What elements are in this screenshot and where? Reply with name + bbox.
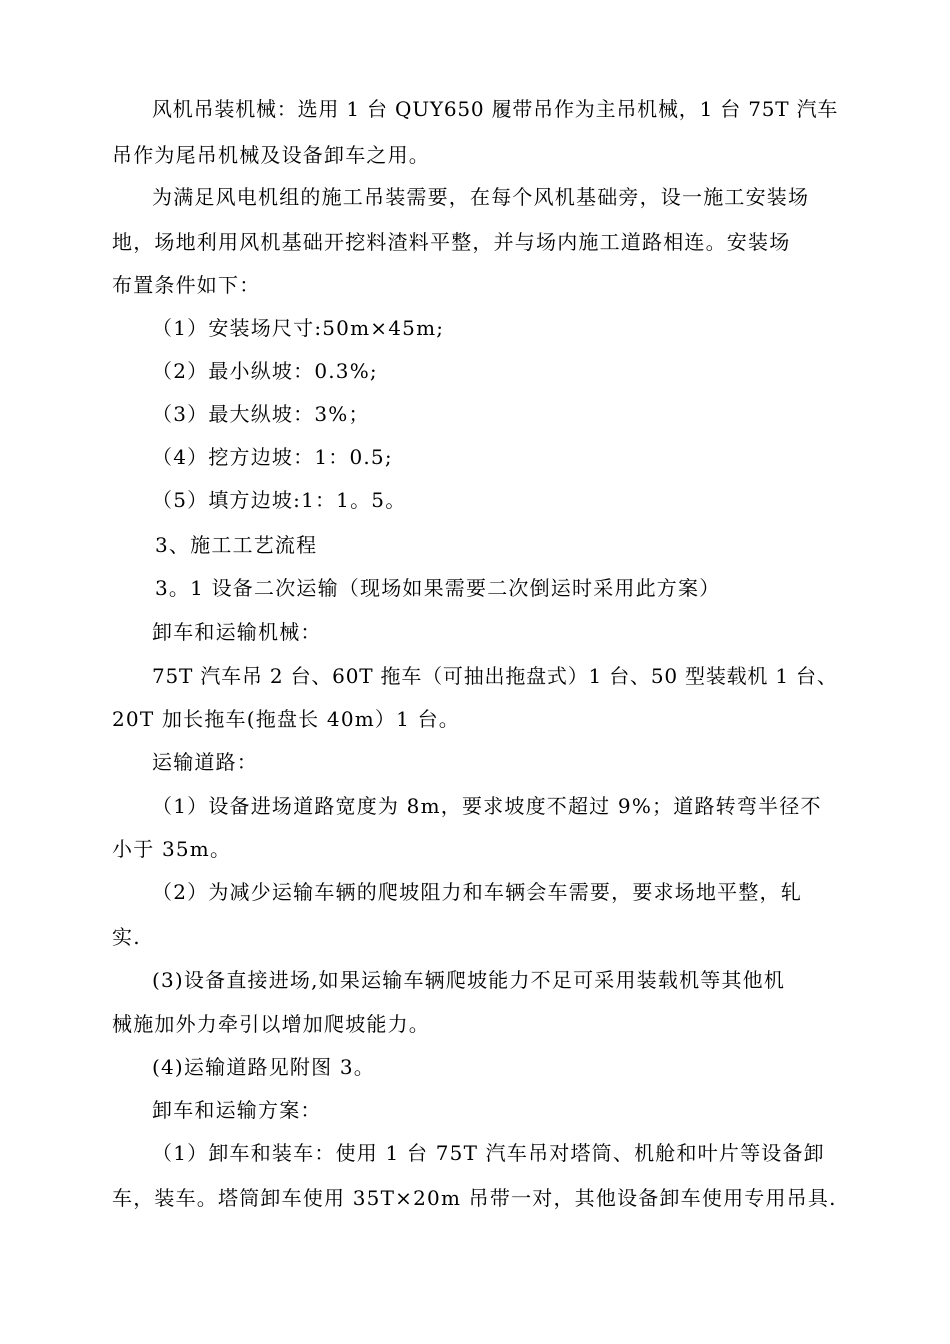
text-line: 械施加外力牵引以增加爬坡能力。 xyxy=(112,1012,430,1036)
text-line: （3）最大纵坡：3%； xyxy=(152,402,370,426)
text-line: 运输道路： xyxy=(152,750,258,774)
text-line: 风机吊装机械：选用 1 台 QUY650 履带吊作为主吊机械，1 台 75T 汽车 xyxy=(152,97,839,121)
text-line: 布置条件如下： xyxy=(112,273,261,297)
text-line: (4)运输道路见附图 3。 xyxy=(152,1055,376,1079)
subsection-heading: 3。1 设备二次运输（现场如果需要二次倒运时采用此方案） xyxy=(155,576,721,600)
text-line: 卸车和运输方案： xyxy=(152,1098,322,1122)
text-line: 75T 汽车吊 2 台、60T 拖车（可抽出拖盘式）1 台、50 型装载机 1 台、 xyxy=(152,664,838,688)
text-line: （2）为减少运输车辆的爬坡阻力和车辆会车需要，要求场地平整，轧 xyxy=(152,880,802,904)
text-line: 实. xyxy=(112,925,141,949)
text-line: 为满足风电机组的施工吊装需要，在每个风机基础旁，设一施工安装场 xyxy=(152,185,810,209)
text-line: 卸车和运输机械： xyxy=(152,620,322,644)
text-line: （4）挖方边坡：1：0.5; xyxy=(152,445,393,469)
text-line: （2）最小纵坡：0.3%; xyxy=(152,359,378,383)
text-line: （1）卸车和装车：使用 1 台 75T 汽车吊对塔筒、机舱和叶片等设备卸 xyxy=(152,1141,825,1165)
text-line: 20T 加长拖车(拖盘长 40m）1 台。 xyxy=(112,707,461,731)
text-line: 吊作为尾吊机械及设备卸车之用。 xyxy=(112,143,430,167)
text-line: 地，场地利用风机基础开挖料渣料平整，并与场内施工道路相连。安装场 xyxy=(112,230,791,254)
text-line: （1）设备进场道路宽度为 8m，要求坡度不超过 9%；道路转弯半径不 xyxy=(152,794,822,818)
text-line: (3)设备直接进场,如果运输车辆爬坡能力不足可采用装载机等其他机 xyxy=(152,968,786,992)
text-line: 车，装车。塔筒卸车使用 35T×20m 吊带一对，其他设备卸车使用专用吊具. xyxy=(112,1186,837,1210)
text-line: （5）填方边坡:1：1。5。 xyxy=(152,488,407,512)
text-line: （1）安装场尺寸:50m×45m; xyxy=(152,316,445,340)
text-line: 小于 35m。 xyxy=(112,837,232,861)
section-heading: 3、施工工艺流程 xyxy=(155,533,318,557)
